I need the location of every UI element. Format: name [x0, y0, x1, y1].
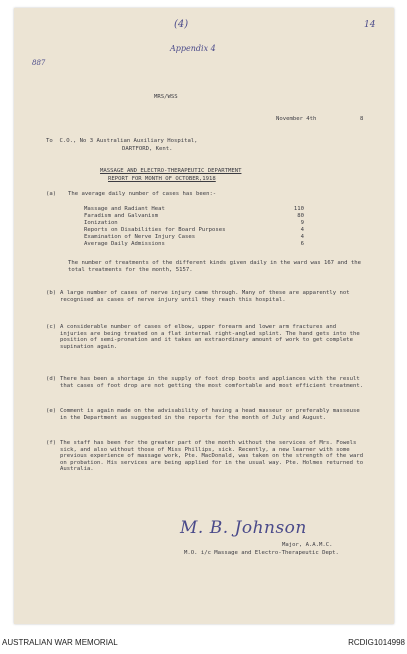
table-row: [84, 234, 304, 241]
table-row: [84, 206, 304, 213]
signatory-role: M.O. i/c Massage and Electro-Therapeutic Dept.: [184, 550, 339, 556]
activity-name: Ionization: [84, 220, 118, 226]
activity-value: 4: [300, 234, 304, 240]
paragraph-label: (d): [46, 376, 57, 382]
activity-name: Faradism and Galvanism: [84, 213, 159, 219]
paragraph-label: (e): [46, 408, 57, 414]
paragraph-label: (b): [46, 290, 57, 296]
activity-value: 9: [300, 220, 304, 226]
signatory-rank: Major, A.A.M.C.: [282, 542, 333, 548]
table-row: [84, 227, 304, 234]
activity-value: 80: [297, 213, 304, 219]
paragraph-b: [46, 290, 366, 303]
paragraph-text: The staff has been for the greater part of the month without the services of Mrs. Fowels sick, and also without those of Miss Phillips, sick. Recently, a new learner with some previous experience of massage work, Pte. MacDonald, was taken on the strength of the ward on probation. His services are being applied for in the usual way. Pte. Holmes returned to Australia.: [60, 440, 364, 473]
section-a-label: (a): [46, 191, 57, 197]
reference-code: MRS/WSS: [154, 94, 178, 100]
handwritten-signature: M. B. Johnson: [180, 518, 307, 538]
paragraph-text: A considerable number of cases of elbow, upper forearm and lower arm fractures and injuries are being treated on a flat internal right-angled splint. The hand gets into the position of semi-pronation and it takes an extraordinary amount of work to get complete supination again.: [60, 324, 360, 350]
address-line-1: To C.O., No 3 Australian Auxiliary Hospital,: [46, 138, 198, 144]
report-title-line-2: REPORT FOR MONTH OF OCTOBER,1918: [108, 176, 216, 182]
paragraph-text: Comment is again made on the advisability of having a head masseur or preferably masseuse in the Department as suggested in the reports for the month of July and August.: [60, 408, 360, 421]
paragraph-e: [46, 408, 366, 421]
footer-institution: AUSTRALIAN WAR MEMORIAL: [2, 638, 118, 647]
paragraph-f: [46, 440, 366, 473]
section-a-intro: The average daily number of cases has been:-: [68, 191, 217, 197]
table-row: [84, 213, 304, 220]
activity-name: Average Daily Admissions: [84, 241, 165, 247]
activity-name: Examination of Nerve Injury Cases: [84, 234, 196, 240]
date-year-digit: 8: [360, 116, 364, 122]
paragraph-c: [46, 324, 366, 350]
activity-name: Reports on Disabilities for Board Purposes: [84, 227, 226, 233]
activity-value: 110: [293, 206, 304, 212]
appendix-note: Appendix 4: [170, 44, 216, 53]
document-page: [14, 8, 394, 624]
paragraph-text: A large number of cases of nerve injury came through. Many of these are apparently not recognised as cases of nerve injury until they reach this hospital.: [60, 290, 350, 303]
paragraph-d: [46, 376, 366, 389]
footer-record-id: RCDIG1014998: [348, 638, 405, 647]
section-a-summary: The number of treatments of the different kinds given daily in the ward was 167 and the total treatments for the month, 5157.: [68, 260, 361, 273]
activity-value: 6: [300, 241, 304, 247]
activity-name: Massage and Radiant Heat: [84, 206, 165, 212]
margin-note: 887: [32, 59, 46, 67]
activity-value: 4: [300, 227, 304, 233]
table-row: [84, 220, 304, 227]
folio-number: (4): [174, 19, 189, 30]
activity-table: [84, 206, 304, 248]
address-line-2: DARTFORD, Kent.: [122, 146, 173, 152]
document-date: November 4th: [276, 116, 317, 122]
paragraph-label: (c): [46, 324, 57, 330]
table-row: [84, 241, 304, 248]
corner-number: 14: [364, 20, 376, 30]
report-title-line-1: MASSAGE AND ELECTRO-THERAPEUTIC DEPARTMENT: [100, 168, 242, 174]
paragraph-text: There has been a shortage in the supply of foot drop boots and appliances with the result that cases of foot drop are not getting the most comfortable and most efficient treatment.: [60, 376, 364, 389]
paragraph-label: (f): [46, 440, 57, 446]
